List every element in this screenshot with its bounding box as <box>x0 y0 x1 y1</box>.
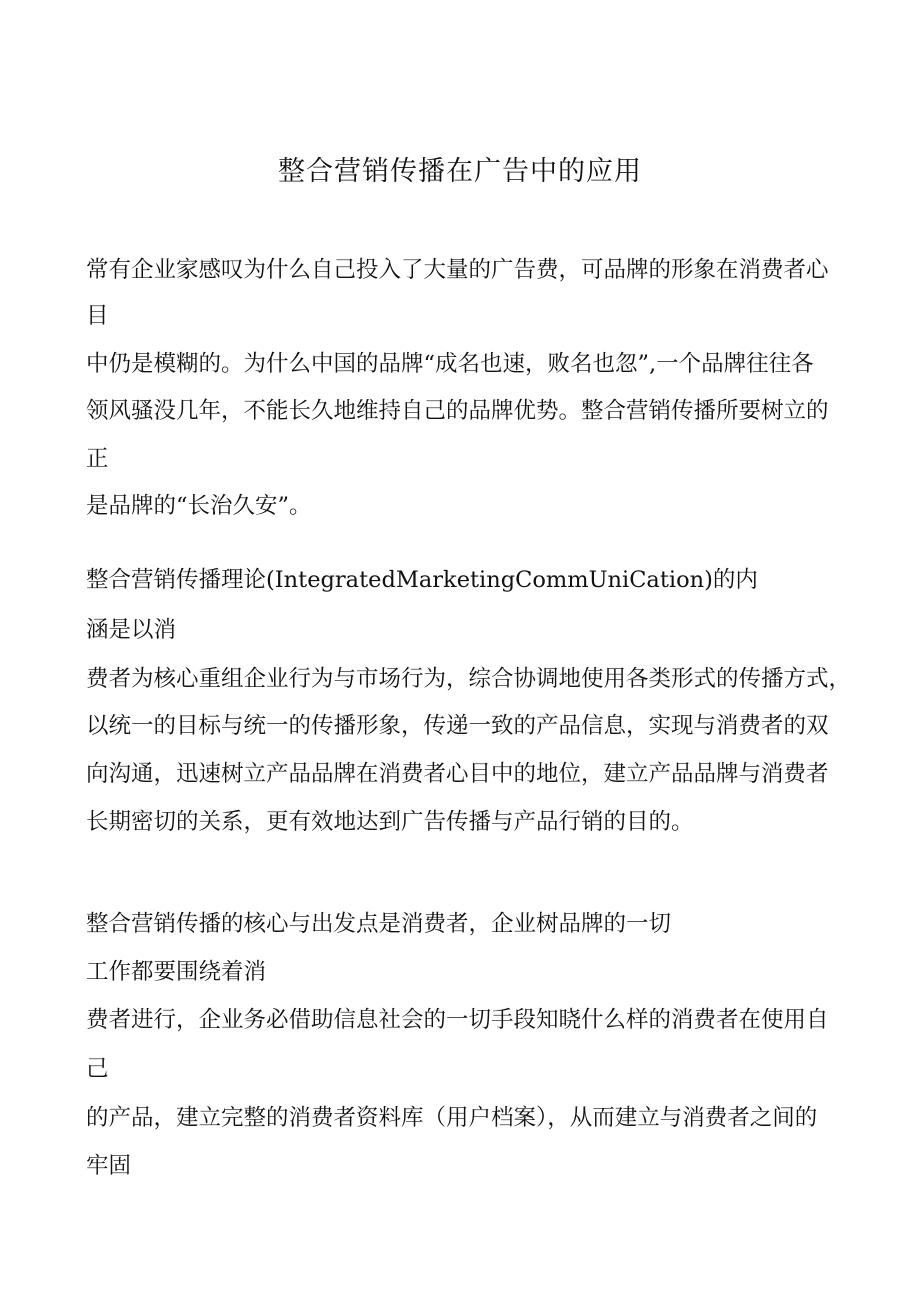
paragraph-1-line-1: 常有企业家感叹为什么自己投入了大量的广告费，可品牌的形象在消费者心 <box>86 257 829 283</box>
paragraph-2-line-4: 以统一的目标与统一的传播形象，传递一致的产品信息，实现与消费者的双 <box>86 713 829 739</box>
paragraph-1-line-3: 中仍是模糊的。为什么中国的品牌“成名也速，败名也忽”,一个品牌往往各 <box>86 351 814 377</box>
paragraph-1-line-6: 是品牌的“长治久安”。 <box>86 493 312 519</box>
paragraph-3-line-2: 工作都要围绕着消 <box>86 959 267 985</box>
paragraph-3-line-3: 费者进行，企业务必借助信息社会的一切手段知晓什么样的消费者在使用自 <box>86 1007 829 1033</box>
paragraph-3-line-6: 牢固 <box>86 1153 132 1179</box>
paragraph-1-line-2: 目 <box>86 303 109 329</box>
paragraph-2-line-3: 费者为核心重组企业行为与市场行为，综合协调地使用各类形式的传播方式， <box>86 666 852 692</box>
paragraph-2-line-6: 长期密切的关系，更有效地达到广告传播与产品行销的目的。 <box>86 809 694 835</box>
paragraph-2-line-5: 向沟通，迅速树立产品品牌在消费者心目中的地位，建立产品品牌与消费者 <box>86 761 829 787</box>
paragraph-3-line-5: 的产品，建立完整的消费者资料库（用户档案），从而建立与消费者之间的 <box>86 1105 818 1131</box>
paragraph-1-line-4: 领风骚没几年，不能长久地维持自己的品牌优势。整合营销传播所要树立的 <box>86 398 829 424</box>
paragraph-2-line-2: 涵是以消 <box>86 617 177 643</box>
paragraph-1-line-5: 正 <box>86 446 109 472</box>
paragraph-2-line-1: 整合营销传播理论(IntegratedMarketingCommUniCation)的内 <box>86 567 758 593</box>
paragraph-3-line-4: 己 <box>86 1056 109 1082</box>
document-title: 整合营销传播在广告中的应用 <box>278 156 642 187</box>
paragraph-3-line-1: 整合营销传播的核心与出发点是消费者，企业树品牌的一切 <box>86 911 672 937</box>
